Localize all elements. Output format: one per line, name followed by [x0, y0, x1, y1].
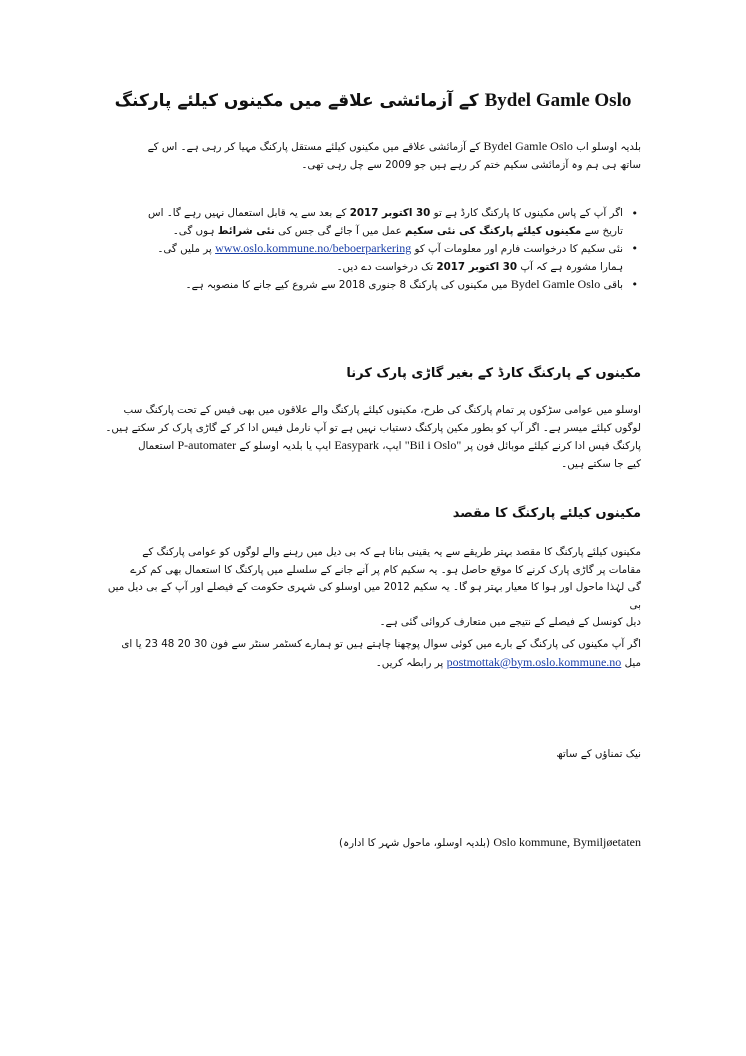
page-title	[80, 90, 666, 112]
signature	[100, 834, 641, 853]
bullet-item-form-cont	[110, 259, 623, 277]
para-text: استعمال	[138, 440, 175, 452]
bullet-list	[110, 205, 641, 295]
intro-paragraph	[100, 138, 641, 174]
para-line: کیے جا سکتے ہیں۔	[561, 457, 641, 470]
bullet-text: میں مکینوں کی پارکنگ 8 جنوری 2018 سے شروع کیے جانے کا منصوبہ ہے۔	[185, 279, 508, 291]
intro-line2: ساتھ ہی ہم وہ آزمائشی سکیم ختم کر رہے ہیں جو 2009 سے چل رہی تھی۔	[301, 158, 641, 171]
para-line: مکینوں کیلئے پارکنگ کا مقصد بہتر طریقے سے یہ یقینی بنانا ہے کہ بی دیل میں رہنے والے لوگوں کو عوامی پارکنگ کے	[142, 546, 641, 558]
bullet-item-card	[110, 205, 623, 223]
section-heading-no-card: مکینوں کے پارکنگ کارڈ کے بغیر گاڑی پارک کرنا	[346, 366, 641, 381]
contact-paragraph	[100, 636, 641, 672]
bullet-latin: Bydel Gamle Oslo	[510, 277, 601, 291]
date-bold: 30 اکتوبر 2017	[349, 207, 431, 219]
bullet-text: نئی سکیم کا درخواست فارم اور معلومات آپ کو	[414, 243, 623, 255]
bullet-item-form	[110, 240, 623, 259]
date-bold: 30 اکتوبر 2017	[436, 260, 518, 273]
para-line: لوگوں کیلئے میسر ہے۔ اگر آپ کو بطور مکین پارکنگ دستیاب نہیں ہے تو آپ نارمل فیس ادا کر کے گاڑی پارک کر سکتے ہیں۔	[105, 421, 641, 434]
para-text: میل	[624, 656, 641, 669]
intro-latin: Bydel Gamle Oslo	[483, 139, 573, 153]
bullet-text: تک درخواست دے دیں۔	[336, 260, 434, 273]
easypark-text: Easypark	[334, 438, 379, 452]
title-latin: Bydel Gamle Oslo	[484, 90, 632, 111]
section-paragraph-purpose	[100, 544, 641, 632]
bullet-text: ہوں گی۔	[172, 224, 215, 237]
email-link[interactable]: postmottak@bym.oslo.kommune.no	[446, 654, 622, 669]
new-scheme-bold: مکینوں کیلئے پارکنگ کی نئی سکیم	[405, 224, 582, 237]
p-automater-text: P-automater	[177, 438, 237, 452]
section-heading-purpose: مکینوں کیلئے پارکنگ کا مقصد	[452, 506, 641, 521]
signature-urdu: (بلدیہ اوسلو، ماحول شہر کا ادارہ)	[339, 837, 491, 849]
para-text: ایپ یا بلدیہ اوسلو کے	[239, 440, 332, 452]
bullet-item-remaining	[110, 276, 623, 295]
intro-line1: کے آزمائشی علاقے میں مکینوں کیلئے مستقل پارکنگ مہیا کر رہی ہے۔ اس کے	[147, 141, 481, 153]
para-text: ایپ،	[382, 440, 402, 452]
bullet-item-card-cont	[110, 223, 623, 241]
bullet-text: اگر آپ کے پاس مکینوں کا پارکنگ کارڈ ہے تو	[433, 207, 623, 219]
bullet-text: عمل میں آ جائے گی جس کی	[278, 224, 402, 237]
section-paragraph-no-card	[100, 402, 641, 473]
bullet-text: باقی	[603, 279, 623, 291]
para-line: گی لہٰذا ماحول اور ہوا کا معیار بہتر ہو گا۔ یہ سکیم 2012 میں اوسلو کی شہری حکومت کے فیصلے اور آپ کے بی دیل میں بی	[107, 581, 641, 611]
bullet-text: کے بعد سے یہ قابل استعمال نہیں رہے گا۔ اس	[148, 207, 347, 219]
signature-latin: Oslo kommune, Bymiljøetaten	[493, 835, 641, 849]
para-line: دیل کونسل کے فیصلے کے نتیجے میں متعارف کروائی گئی ہے۔	[379, 616, 641, 628]
para-line: مقامات پر گاڑی پارک کرنے کا موقع حاصل ہو۔ یہ سکیم کام پر آنے جانے کے سلسلے میں پارکنگ کا استعمال بھی کم کرے	[130, 563, 641, 576]
title-urdu: کے آزمائشی علاقے میں مکینوں کیلئے پارکنگ	[114, 91, 479, 111]
para-line	[100, 654, 641, 673]
bullet-text: ہمارا مشورہ ہے کہ آپ	[520, 260, 623, 273]
intro-prefix: بلدیہ اوسلو اب	[576, 141, 641, 153]
bullet-text: پر ملیں گی۔	[157, 243, 212, 255]
para-text: پارکنگ فیس ادا کرنے کیلئے موبائل فون پر	[464, 440, 641, 452]
closing-text: نیک تمناؤں کے ساتھ	[556, 748, 641, 760]
para-line	[100, 437, 641, 456]
para-line: اوسلو میں عوامی سڑکوں پر تمام پارکنگ کی طرح، مکینوں کیلئے پارکنگ والے علاقوں میں بھی فیس کے تحت پارکنگ سب	[123, 404, 641, 416]
beboerparkering-link[interactable]: www.oslo.kommune.no/beboerparkering	[215, 241, 412, 255]
bullet-text: تاریخ سے	[584, 224, 623, 237]
para-text: پر رابطہ کریں۔	[375, 656, 444, 669]
new-terms-bold: نئی شرائط	[217, 224, 275, 237]
bil-i-oslo-text: "Bil i Oslo"	[404, 438, 462, 452]
para-line: اگر آپ مکینوں کی پارکنگ کے بارے میں کوئی سوال پوچھنا چاہتے ہیں تو ہمارے کسٹمر سنٹر سے فون 30 20 48 23 یا ای	[121, 638, 641, 650]
